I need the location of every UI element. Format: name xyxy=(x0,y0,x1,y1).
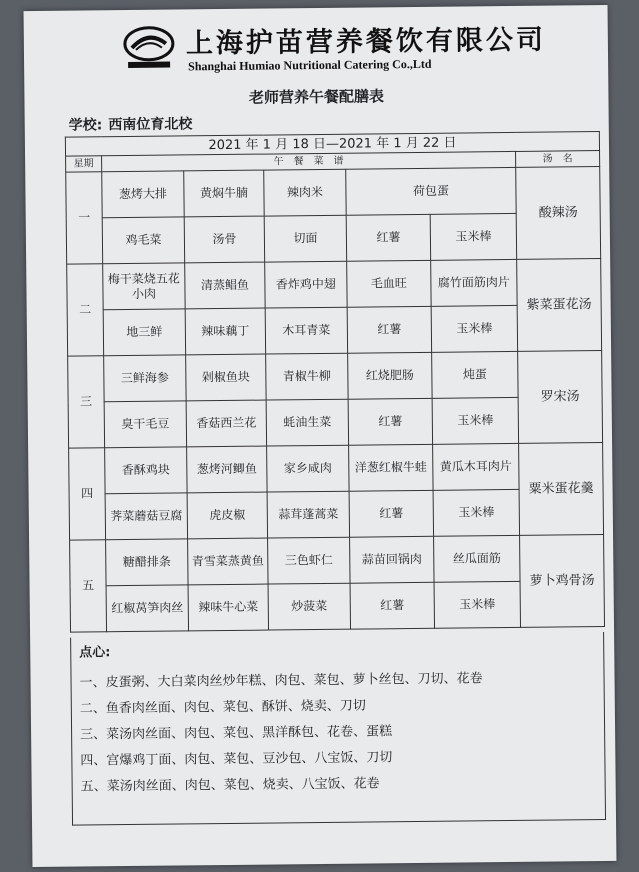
dish-cell: 香酥鸡块 xyxy=(105,447,187,494)
dish-cell: 香炸鸡中翅 xyxy=(265,261,347,308)
soup-name: 紫菜蛋花汤 xyxy=(517,259,602,352)
dish-cell: 清蒸鲳鱼 xyxy=(185,262,265,309)
dish-cell: 辣味藕丁 xyxy=(185,308,265,355)
dish-cell: 三色虾仁 xyxy=(268,537,350,584)
company-name-cn: 上海护苗营养餐饮有限公司 xyxy=(185,24,547,60)
dish-cell: 木耳青菜 xyxy=(265,307,347,354)
dish-cell: 玉米棒 xyxy=(432,397,518,444)
soup-name: 酸辣汤 xyxy=(516,167,601,260)
day-label: 四 xyxy=(69,448,106,540)
dish-cell: 红薯 xyxy=(349,490,433,537)
header-day: 星期 xyxy=(66,156,102,172)
dish-cell: 炒菠菜 xyxy=(268,583,350,630)
dish-cell: 玉米棒 xyxy=(433,489,519,536)
dish-cell: 红薯 xyxy=(346,214,430,261)
dish-cell: 三鲜海参 xyxy=(104,355,186,402)
day-label: 二 xyxy=(67,264,104,356)
dish-cell: 虎皮椒 xyxy=(187,492,267,539)
school-row xyxy=(69,113,193,134)
dish-cell: 炖蛋 xyxy=(432,351,518,398)
dish-cell: 鸡毛菜 xyxy=(102,217,184,264)
dish-cell: 蒜茸蓬蒿菜 xyxy=(267,491,349,538)
dish-cell: 家乡咸肉 xyxy=(267,445,349,492)
dish-cell: 玉米棒 xyxy=(430,213,516,260)
dish-cell: 臭干毛豆 xyxy=(104,401,186,448)
dish-cell: 红薯 xyxy=(348,398,432,445)
snack-line: 三、菜汤肉丝面、肉包、菜包、黑洋酥包、花卷、蛋糕 xyxy=(80,724,393,743)
paper-sheet xyxy=(24,5,617,867)
dish-cell: 糖醋排条 xyxy=(106,539,188,586)
dish-cell: 黄瓜木耳肉片 xyxy=(433,443,519,490)
dish-cell: 蒜苗回锅肉 xyxy=(350,536,434,583)
snack-line: 四、宫爆鸡丁面、肉包、菜包、豆沙包、八宝饭、刀切 xyxy=(80,750,393,769)
snack-line: 二、鱼香肉丝面、肉包、菜包、酥饼、烧卖、刀切 xyxy=(79,698,366,717)
company-logo-icon xyxy=(122,23,176,70)
dish-cell: 玉米棒 xyxy=(434,581,520,628)
day-label: 五 xyxy=(70,540,107,632)
header-dishes: 午 餐 菜 谱 xyxy=(102,151,516,171)
snack-line: 五、菜汤肉丝面、肉包、菜包、烧卖、八宝饭、花卷 xyxy=(80,776,380,795)
school-name: 西南位育北校 xyxy=(108,116,193,134)
dish-cell: 腐竹面筋肉片 xyxy=(431,259,517,306)
dish-cell: 红烧肥肠 xyxy=(348,352,432,399)
company-name-en: Shanghai Humiao Nutritional Catering Co.,Ltd xyxy=(188,56,432,74)
dish-cell: 红椒莴笋肉丝 xyxy=(106,585,188,632)
dish-cell: 葱烤大排 xyxy=(102,171,184,218)
dish-cell: 洋葱红椒牛蛙 xyxy=(349,444,433,491)
dish-cell: 毛血旺 xyxy=(347,260,431,307)
dish-cell: 香菇西兰花 xyxy=(186,400,266,447)
school-label: 学校: xyxy=(68,117,103,134)
dish-cell: 玉米棒 xyxy=(431,305,517,352)
dish-cell: 地三鲜 xyxy=(103,309,185,356)
dish-cell: 荠菜蘑菇豆腐 xyxy=(105,493,187,540)
snack-line: 一、皮蛋粥、大白菜肉丝炒年糕、肉包、菜包、萝卜丝包、刀切、花卷 xyxy=(79,671,483,691)
header-soup: 汤 名 xyxy=(516,151,600,168)
date-range: 2021 年 1 月 18 日—2021 年 1 月 22 日 xyxy=(65,132,599,157)
dish-cell: 黄焖牛腩 xyxy=(184,170,264,217)
dish-cell: 梅干菜烧五花小肉 xyxy=(103,263,185,310)
dish-cell: 青椒牛柳 xyxy=(266,353,348,400)
dish-cell: 剁椒鱼块 xyxy=(186,354,266,401)
dish-cell: 葱烤河鲫鱼 xyxy=(187,446,267,493)
dish-cell: 辣味牛心菜 xyxy=(188,584,268,631)
snacks-section xyxy=(70,632,606,826)
dish-cell: 红薯 xyxy=(350,582,434,629)
dish-cell: 红薯 xyxy=(347,306,431,353)
day-label: 三 xyxy=(68,356,105,448)
soup-name: 罗宋汤 xyxy=(518,351,603,444)
dish-cell: 汤骨 xyxy=(184,216,264,263)
snacks-title: 点心: xyxy=(79,645,111,661)
dish-cell: 青雪菜蒸黄鱼 xyxy=(188,538,268,585)
dish-cell: 蚝油生菜 xyxy=(266,399,348,446)
document-title: 老师营养午餐配膳表 xyxy=(248,87,385,107)
day-label: 一 xyxy=(66,172,103,264)
soup-name: 萝卜鸡骨汤 xyxy=(520,535,605,628)
dish-cell: 切面 xyxy=(264,215,346,262)
soup-name: 粟米蛋花羹 xyxy=(519,443,604,536)
dish-cell: 荷包蛋 xyxy=(346,167,516,215)
dish-cell: 丝瓜面筋 xyxy=(434,535,520,582)
lunch-menu-table xyxy=(65,131,605,633)
dish-cell: 辣肉米 xyxy=(264,169,346,216)
